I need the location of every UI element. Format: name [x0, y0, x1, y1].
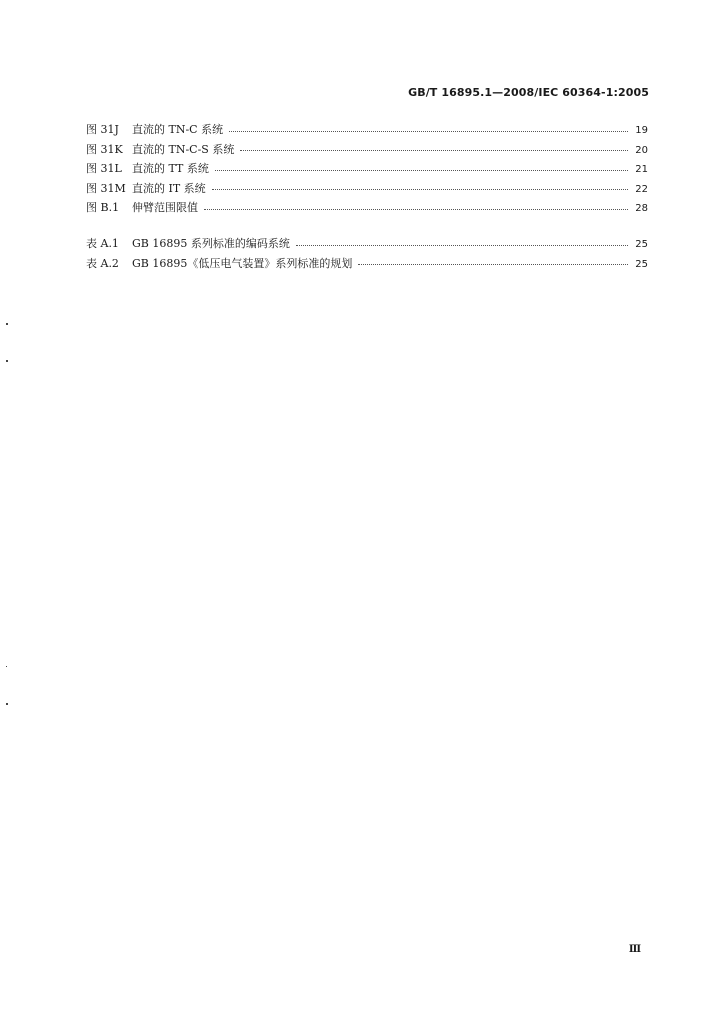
table-title: GB 16895 系列标准的编码系统 — [132, 237, 290, 250]
leader-dots — [358, 264, 628, 265]
toc-entry[interactable] — [86, 140, 648, 160]
scan-artifact — [6, 666, 7, 667]
leader-dots — [212, 189, 628, 190]
page-number: 20 — [635, 144, 648, 156]
figure-label: 图 B.1 — [86, 201, 120, 214]
leader-dots — [229, 131, 628, 132]
page-number: 22 — [635, 183, 648, 195]
leader-dots — [204, 209, 628, 210]
figure-label: 图 31K — [86, 142, 123, 156]
toc-entry[interactable] — [86, 234, 648, 254]
figure-title: 直流的 TT 系统 — [132, 162, 209, 175]
table-label: 表 A.1 — [86, 237, 119, 250]
toc-entry[interactable] — [86, 159, 648, 179]
page-number: 21 — [635, 164, 648, 175]
page-number: 25 — [635, 258, 648, 270]
standard-code-header: GB/T 16895.1—2008/IEC 60364-1:2005 — [408, 86, 649, 99]
figure-label: 图 31M — [86, 181, 126, 195]
figure-title: 伸臂范围限值 — [132, 201, 198, 214]
toc-entry[interactable] — [86, 198, 648, 218]
scan-artifact — [6, 323, 8, 325]
figure-title: 直流的 TN-C 系统 — [132, 123, 224, 136]
leader-dots — [296, 245, 628, 246]
table-label: 表 A.2 — [86, 256, 119, 270]
toc-entry[interactable] — [86, 254, 648, 274]
toc-entry[interactable] — [86, 120, 648, 140]
leader-dots — [240, 150, 628, 151]
page-folio: Ⅲ — [628, 944, 641, 955]
figure-title: 直流的 TN-C-S 系统 — [132, 142, 235, 156]
page-number: 28 — [635, 203, 648, 214]
toc-entry[interactable] — [86, 179, 648, 199]
figure-list — [86, 120, 648, 218]
page-number: 25 — [635, 239, 648, 250]
table-title: GB 16895《低压电气装置》系列标准的规划 — [132, 256, 353, 270]
page-number: 19 — [635, 125, 648, 136]
figure-label: 图 31J — [86, 123, 119, 136]
scan-artifact — [6, 703, 8, 705]
leader-dots — [215, 170, 628, 171]
scan-artifact — [6, 360, 8, 362]
figure-label: 图 31L — [86, 162, 122, 175]
table-list — [86, 234, 648, 273]
figure-title: 直流的 IT 系统 — [132, 181, 206, 195]
